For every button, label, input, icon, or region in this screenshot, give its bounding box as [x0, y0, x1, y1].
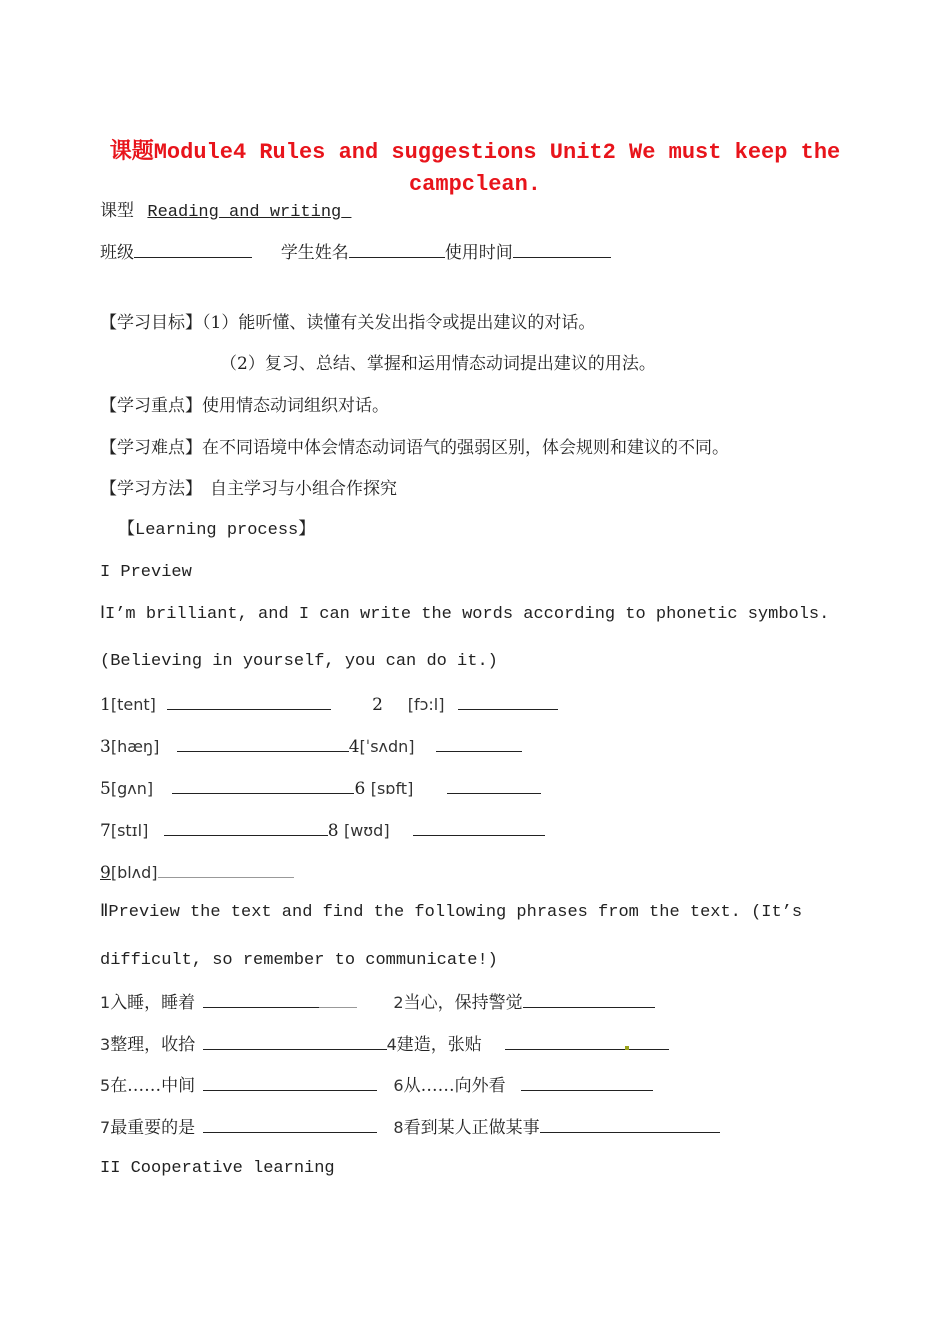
name-label: 学生姓名: [280, 243, 349, 263]
answer-blank[interactable]: [203, 1033, 387, 1050]
objective-item-1: （1）能听懂、读懂有关发出指令或提出建议的对话。: [202, 313, 596, 333]
answer-blank[interactable]: [158, 861, 294, 878]
difficulties-text: 在不同语境中体会情态动词语气的强弱区别，体会规则和建议的不同。: [202, 438, 729, 458]
answer-blank[interactable]: [167, 693, 331, 710]
phrase-text: 建造，张贴: [396, 1035, 482, 1055]
phrase-num: 8: [393, 1118, 404, 1137]
student-info-row: [100, 241, 611, 264]
phrase-num: 2: [393, 993, 404, 1012]
difficulties-label: 【学习难点】: [100, 438, 202, 458]
page-title: 课题Module4 Rules and suggestions Unit2 We must keep the: [109, 140, 841, 165]
phrase-text: 整理，收拾: [110, 1035, 196, 1055]
phrase-row-1: [100, 991, 655, 1014]
lesson-type-row: [100, 200, 351, 224]
answer-blank[interactable]: [505, 1033, 625, 1050]
objectives-label: 【学习目标】: [100, 313, 202, 333]
phonetic-num: 4: [348, 737, 360, 757]
part1-instruction: ⅠI’m brilliant, and I can write the words according to phonetic symbols.: [100, 605, 830, 624]
time-label: 使用时间: [444, 243, 513, 263]
phonetic-row-1: [100, 693, 558, 716]
answer-blank[interactable]: [523, 991, 655, 1008]
phonetic-row-4: [100, 819, 545, 842]
phonetic-symbol: [gʌn]: [110, 779, 154, 798]
part1-encouragement: (Believing in yourself, you can do it.): [100, 652, 498, 671]
phrase-num: 5: [100, 1076, 111, 1095]
phrase-row-2: [100, 1033, 669, 1056]
answer-blank[interactable]: [172, 777, 354, 794]
cooperative-learning-heading: II Cooperative learning: [100, 1159, 335, 1178]
answer-blank[interactable]: [413, 819, 545, 836]
part2-instruction: ⅡPreview the text and find the following phrases from the text. (It’s: [100, 903, 803, 922]
phrase-text: 看到某人正做某事: [403, 1118, 540, 1138]
objectives-row: [100, 312, 595, 334]
phrase-text: 从……向外看: [403, 1076, 506, 1096]
time-blank[interactable]: [513, 241, 611, 258]
class-blank[interactable]: [134, 241, 252, 258]
phonetic-symbol: [stɪl]: [110, 821, 149, 840]
answer-blank[interactable]: [458, 693, 558, 710]
phrase-num: 7: [100, 1118, 111, 1137]
answer-blank[interactable]: [436, 735, 522, 752]
phonetic-symbol: [ˈsʌdn]: [359, 737, 415, 756]
phrase-num: 4: [386, 1035, 397, 1054]
phrase-text: 当心，保持警觉: [403, 993, 523, 1013]
phonetic-symbol: [hæŋ]: [110, 737, 160, 756]
phrase-num: 1: [100, 993, 111, 1012]
page-title-continued: campclean.: [408, 172, 542, 197]
key-points-text: 使用情态动词组织对话。: [202, 396, 389, 416]
phonetic-row-2: [100, 735, 522, 758]
phonetic-row-5: [100, 861, 294, 884]
lesson-type-value: Reading and writing: [147, 203, 342, 222]
phonetic-num: 3: [100, 737, 111, 757]
class-label: 班级: [100, 243, 134, 263]
answer-blank[interactable]: [177, 735, 349, 752]
name-blank[interactable]: [349, 241, 445, 258]
answer-blank[interactable]: [447, 777, 541, 794]
phonetic-num: 2: [372, 695, 383, 715]
key-points-label: 【学习重点】: [100, 396, 202, 416]
phrase-num: 6: [393, 1076, 404, 1095]
preview-heading: I Preview: [100, 563, 192, 582]
difficulties-row: [100, 437, 729, 459]
phrase-num: 3: [100, 1035, 111, 1054]
phonetic-num: 8: [327, 821, 339, 841]
phrase-text: 入睡，睡着: [110, 993, 196, 1013]
phrase-text: 在……中间: [110, 1076, 196, 1096]
phonetic-symbol: [tent]: [110, 695, 156, 714]
phrase-row-4: [100, 1116, 720, 1139]
part2-instruction-continued: difficult, so remember to communicate!): [100, 951, 498, 970]
phonetic-num: 6: [354, 779, 366, 799]
answer-blank[interactable]: [203, 1116, 377, 1133]
phonetic-num: 1: [100, 695, 111, 715]
phrase-text: 最重要的是: [110, 1118, 196, 1138]
learning-process-heading: 【Learning process】: [118, 521, 316, 540]
methods-row: [100, 478, 397, 500]
answer-blank[interactable]: [521, 1074, 653, 1091]
phonetic-num: 9: [100, 863, 111, 883]
answer-blank[interactable]: [540, 1116, 720, 1133]
phonetic-symbol: [fɔ:l]: [407, 695, 445, 714]
phonetic-num: 7: [100, 821, 111, 841]
lesson-type-label: 课型: [100, 201, 134, 221]
objective-item-2: （2）复习、总结、掌握和运用情态动词提出建议的用法。: [220, 354, 656, 374]
phonetic-row-3: [100, 777, 541, 800]
methods-text: 自主学习与小组合作探究: [210, 479, 397, 499]
answer-blank[interactable]: [203, 1074, 377, 1091]
phonetic-num: 5: [100, 779, 111, 799]
phonetic-symbol: [sɒft]: [370, 779, 414, 798]
phrase-row-3: [100, 1074, 653, 1097]
phonetic-symbol: [wʊd]: [343, 821, 390, 840]
methods-label: 【学习方法】: [100, 479, 202, 499]
key-points-row: [100, 395, 389, 417]
answer-blank[interactable]: [164, 819, 328, 836]
answer-blank[interactable]: [203, 991, 319, 1008]
phonetic-symbol: [blʌd]: [110, 863, 158, 882]
